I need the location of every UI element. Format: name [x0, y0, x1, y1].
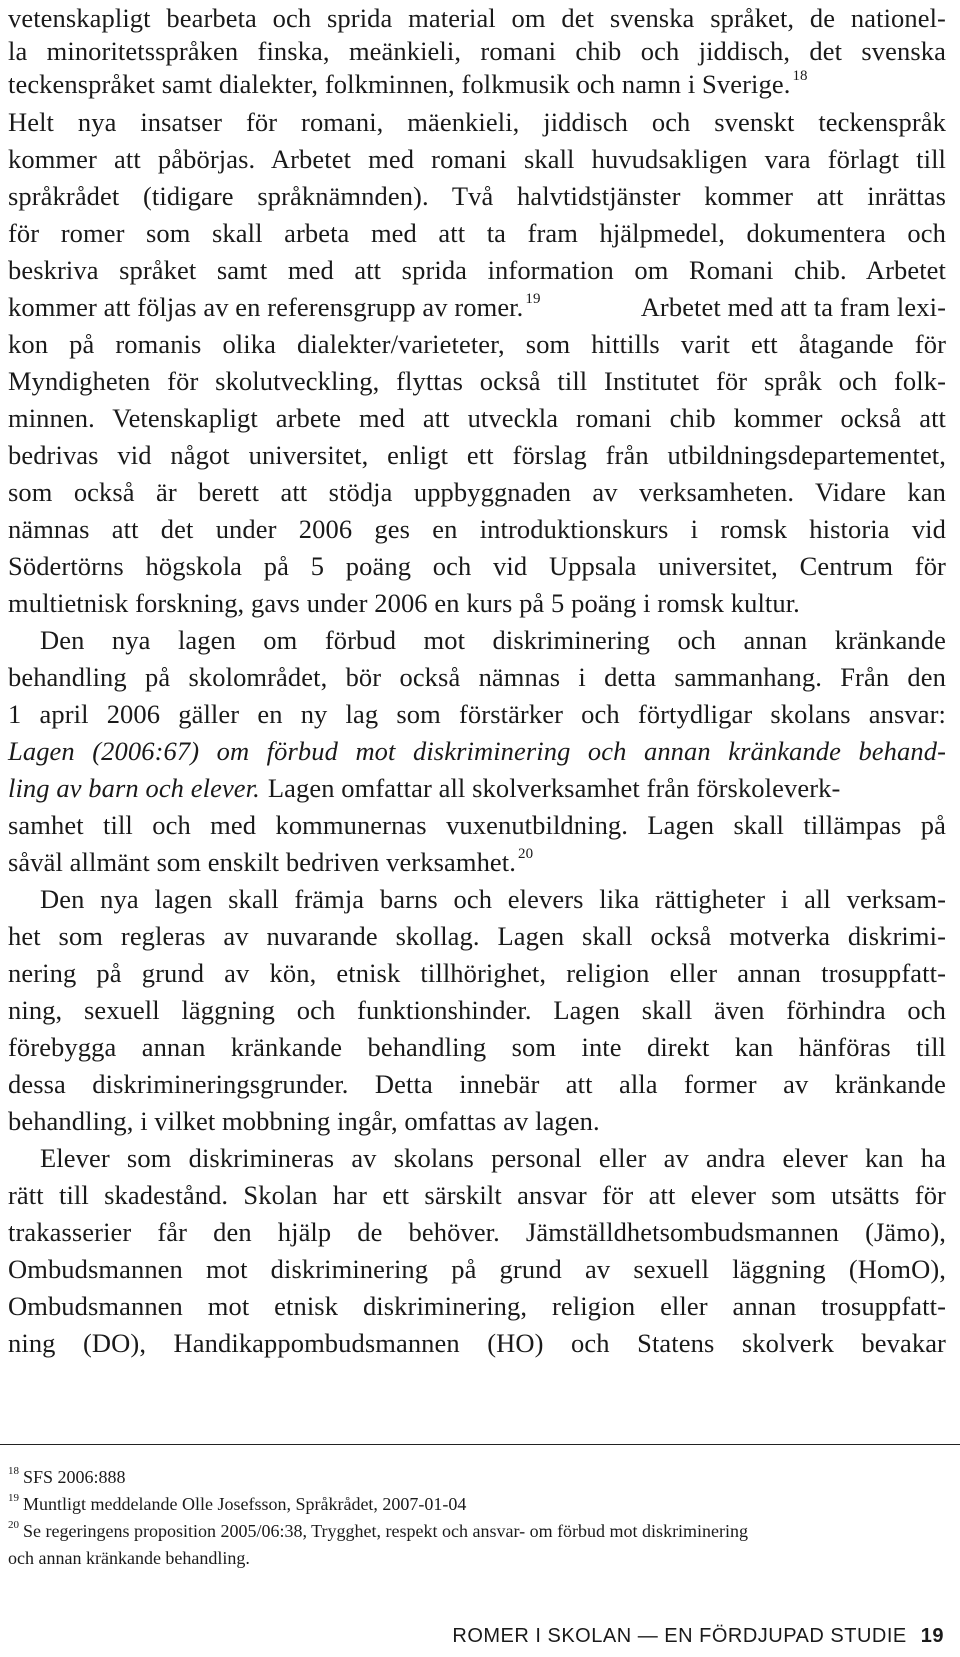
- law-title-line: Lagen (2006:67) om förbud mot diskriminering och annan kränkande behand-: [8, 736, 946, 766]
- text-line: Södertörns högskola på 5 poäng och vid Uppsala universitet, Centrum för: [8, 551, 946, 581]
- text-line: såväl allmänt som enskilt bedriven verksamhet. $^{20}$: [8, 846, 534, 877]
- footnote-ref: 18: [792, 68, 808, 84]
- text-line: rätt till skadestånd. Skolan har ett särskilt ansvar för att elever som utsätts för: [8, 1180, 946, 1210]
- footnote-ref: 20: [517, 846, 534, 862]
- text-line: beskriva språket samt med att sprida information om Romani chib. Arbetet: [8, 255, 946, 285]
- text-line: Helt nya insatser för romani, mäenkieli, jiddisch och svenskt teckenspråk: [8, 107, 946, 137]
- paragraph-first-line: Den nya lagen om förbud mot diskriminering och annan kränkande: [40, 625, 946, 655]
- text-line: kon på romanis olika dialekter/varieteter, som hittills varit ett åtagande för: [8, 329, 946, 359]
- paragraph-first-line: Den nya lagen skall främja barns och elevers lika rättigheter i all verksam-: [40, 884, 946, 914]
- footnote-number: 20: [8, 1519, 19, 1531]
- footnote-number: 19: [8, 1492, 19, 1504]
- text-line: 1 april 2006 gäller en ny lag som förstärker och förtydligar skolans ansvar:: [8, 699, 946, 729]
- text-line: nämnas att det under 2006 ges en introduktionskurs i romsk historia vid: [8, 514, 946, 544]
- text-line: kommer att påbörjas. Arbetet med romani skall huvudsakligen vara förlagt till: [8, 144, 946, 174]
- footnote-number: 18: [8, 1465, 19, 1477]
- text-line: trakasserier får den hjälp de behöver. Jämställdhetsombudsmannen (Jämo),: [8, 1217, 946, 1247]
- text-line: samhet till och med kommunernas vuxenutbildning. Lagen skall tillämpas på: [8, 810, 946, 840]
- footnote: $^{20}$ Se regeringens proposition 2005/06:38, Trygghet, respekt och ansvar- om förbud mot diskriminering: [8, 1519, 749, 1541]
- text-line: Ombudsmannen mot diskriminering på grund av sexuell läggning (HomO),: [8, 1254, 946, 1284]
- text-line: ning (DO), Handikappombudsmannen (HO) och Statens skolverk bevakar: [8, 1328, 946, 1358]
- text-line: Ombudsmannen mot etnisk diskriminering, religion eller annan trosuppfatt-: [8, 1291, 946, 1321]
- text-line: teckenspråket samt dialekter, folkminnen, folkmusik och namn i Sverige. $^{18}$: [8, 68, 808, 99]
- text-line: het som regleras av nuvarande skollag. Lagen skall också motverka diskrimi-: [8, 921, 946, 951]
- text-line: ling av barn och elever. Lagen omfattar all skolverksamhet från förskoleverk-: [8, 773, 841, 803]
- footnote-ref: 19: [525, 291, 541, 307]
- running-footer: [452, 1625, 944, 1648]
- paragraph-first-line: Elever som diskrimineras av skolans personal eller av andra elever kan ha: [40, 1143, 946, 1173]
- text-line: multietnisk forskning, gavs under 2006 en kurs på 5 poäng i romsk kultur.: [8, 588, 800, 618]
- text-line: som också är berett att stödja uppbyggnaden av verksamheten. Vidare kan: [8, 477, 946, 507]
- text-line: dessa diskrimineringsgrunder. Detta innebär att alla former av kränkande: [8, 1069, 946, 1099]
- text-line: språkrådet (tidigare språknämnden). Två halvtidstjänster kommer att inrättas: [8, 181, 946, 211]
- text-line: ning, sexuell läggning och funktionshinder. Lagen skall även förhindra och: [8, 995, 946, 1025]
- footnote: $^{18}$ SFS 2006:888: [8, 1465, 126, 1487]
- text-line: förebygga annan kränkande behandling som inte direkt kan hänföras till: [8, 1032, 946, 1062]
- text-line: nering på grund av kön, etnisk tillhörighet, religion eller annan trosuppfatt-: [8, 958, 946, 988]
- footnote-divider: [0, 1444, 960, 1445]
- text-line: för romer som skall arbeta med att ta fram hjälpmedel, dokumentera och: [8, 218, 946, 248]
- running-footer-title: ROMER I SKOLAN — EN FÖRDJUPAD STUDIE: [452, 1625, 907, 1647]
- footnote-continuation: och annan kränkande behandling.: [8, 1548, 250, 1568]
- text-line: behandling på skolområdet, bör också nämnas i detta sammanhang. Från den: [8, 662, 946, 692]
- footnote: $^{19}$ Muntligt meddelande Olle Josefsson, Språkrådet, 2007-01-04: [8, 1492, 467, 1514]
- text-line: Myndigheten för skolutveckling, flyttas också till Institutet för språk och folk-: [8, 366, 946, 396]
- text-line: vetenskapligt bearbeta och sprida material om det svenska språket, de nationel-: [8, 3, 946, 33]
- page-number: 19: [920, 1625, 944, 1647]
- text-line: kommer att följas av en referensgrupp av romer. $^{19}$ Arbetet med att ta fram lexi-: [8, 291, 946, 322]
- text-line: bedrivas vid något universitet, enligt ett förslag från utbildningsdepartementet,: [8, 440, 946, 470]
- text-line: minnen. Vetenskapligt arbete med att utveckla romani chib kommer också att: [8, 403, 946, 433]
- text-line: behandling, i vilket mobbning ingår, omfattas av lagen.: [8, 1106, 600, 1136]
- text-line: la minoritetsspråken finska, meänkieli, romani chib och jiddisch, det svenska: [8, 36, 946, 66]
